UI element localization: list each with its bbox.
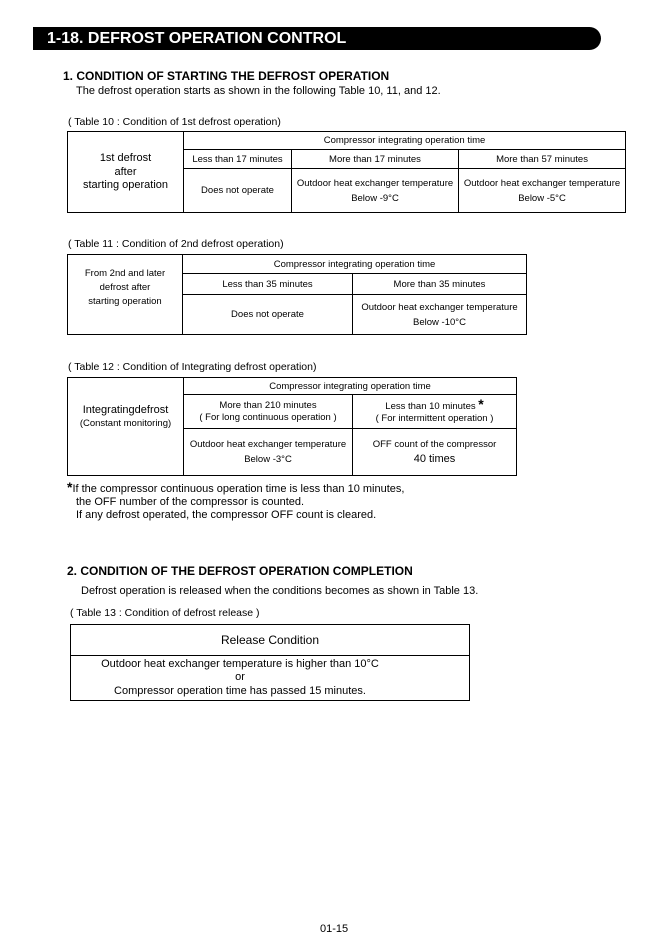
cell: Does not operate (183, 295, 353, 335)
header: Compressor integrating operation time (184, 132, 626, 150)
table12-caption: ( Table 12 : Condition of Integrating defrost operation) (68, 361, 317, 373)
cell: Outdoor heat exchanger temperature Below -3°C (184, 429, 353, 476)
table11-caption: ( Table 11 : Condition of 2nd defrost operation) (68, 238, 284, 250)
column-header: Less than 35 minutes (183, 274, 353, 295)
column-header: Less than 17 minutes (184, 150, 292, 169)
table11 (67, 254, 527, 335)
cell: Outdoor heat exchanger temperature Below -5°C (459, 169, 626, 213)
column-header: More than 35 minutes (353, 274, 527, 295)
cell: OFF count of the compressor 40 times (353, 429, 517, 476)
header: Compressor integrating operation time (184, 378, 517, 395)
cell: Does not operate (184, 169, 292, 213)
header: Release Condition (71, 625, 470, 656)
row-label: Integratingdefrost (Constant monitoring) (68, 378, 184, 476)
page-number: 01-15 (320, 923, 349, 935)
cell: Outdoor heat exchanger temperature Below -10°C (353, 295, 527, 335)
footnote: *If the compressor continuous operation time is less than 10 minutes, the OFF number of the compressor is counted. If any defrost operated, the compressor OFF count is cleared. (67, 479, 405, 521)
table13-caption: ( Table 13 : Condition of defrost release ) (70, 607, 260, 619)
table10 (67, 131, 626, 213)
section2-intro: Defrost operation is released when the conditions becomes as shown in Table 13. (81, 585, 479, 597)
row-label: 1st defrost after starting operation (68, 132, 184, 213)
column-header: More than 57 minutes (459, 150, 626, 169)
column-header: More than 210 minutes ( For long continuous operation ) (184, 395, 353, 429)
page-title: 1-18. DEFROST OPERATION CONTROL (33, 27, 601, 50)
cell: Outdoor heat exchanger temperature Below -9°C (292, 169, 459, 213)
row-label: From 2nd and later defrost after starting operation (68, 255, 183, 335)
header: Compressor integrating operation time (183, 255, 527, 274)
asterisk-mark: * (478, 395, 484, 412)
table10-caption: ( Table 10 : Condition of 1st defrost operation) (68, 116, 281, 128)
column-header: Less than 10 minutes * ( For intermittent operation ) (353, 395, 517, 429)
table13 (70, 624, 470, 701)
column-header: More than 17 minutes (292, 150, 459, 169)
section1-intro: The defrost operation starts as shown in the following Table 10, 11, and 12. (76, 85, 441, 97)
section2-heading: 2. CONDITION OF THE DEFROST OPERATION COMPLETION (67, 564, 413, 578)
table12 (67, 377, 517, 476)
cell: Outdoor heat exchanger temperature is higher than 10°C or Compressor operation time has passed 15 minutes. (71, 656, 470, 701)
section1-heading: 1. CONDITION OF STARTING THE DEFROST OPERATION (63, 69, 390, 83)
